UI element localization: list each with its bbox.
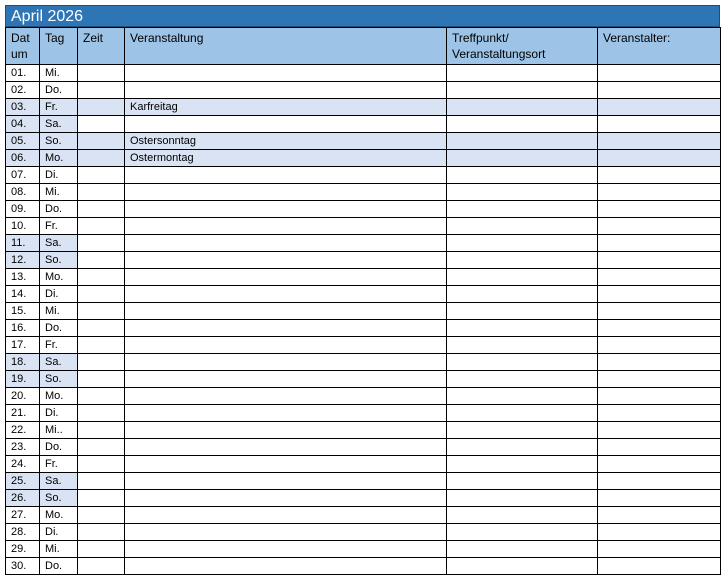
header-datum: Dat um <box>6 28 40 65</box>
day-cell: Do. <box>40 558 78 575</box>
event-table <box>5 27 721 575</box>
date-cell: 25. <box>6 473 40 490</box>
table-row <box>6 473 721 490</box>
location-cell[interactable] <box>447 65 598 82</box>
time-cell[interactable] <box>78 524 125 541</box>
table-row <box>6 456 721 473</box>
table-row <box>6 405 721 422</box>
table-row <box>6 303 721 320</box>
time-cell[interactable] <box>78 252 125 269</box>
event-cell[interactable] <box>125 235 447 252</box>
location-cell[interactable] <box>447 354 598 371</box>
header-veranstaltung: Veranstaltung <box>125 28 447 65</box>
organizer-cell[interactable] <box>598 99 721 116</box>
day-cell: So. <box>40 133 78 150</box>
day-cell: Mo. <box>40 507 78 524</box>
organizer-cell[interactable] <box>598 320 721 337</box>
event-cell[interactable] <box>125 371 447 388</box>
event-cell[interactable] <box>125 82 447 99</box>
time-cell[interactable] <box>78 303 125 320</box>
organizer-cell[interactable] <box>598 388 721 405</box>
organizer-cell[interactable] <box>598 524 721 541</box>
date-cell: 13. <box>6 269 40 286</box>
event-cell[interactable] <box>125 320 447 337</box>
time-cell[interactable] <box>78 116 125 133</box>
time-cell[interactable] <box>78 167 125 184</box>
location-cell[interactable] <box>447 388 598 405</box>
time-cell[interactable] <box>78 184 125 201</box>
location-cell[interactable] <box>447 337 598 354</box>
table-row <box>6 388 721 405</box>
header-zeit: Zeit <box>78 28 125 65</box>
organizer-cell[interactable] <box>598 507 721 524</box>
location-cell[interactable] <box>447 201 598 218</box>
header-treffpunkt: Treffpunkt/ Veranstaltungsort <box>447 28 598 65</box>
table-row <box>6 490 721 507</box>
time-cell[interactable] <box>78 201 125 218</box>
organizer-cell[interactable] <box>598 167 721 184</box>
day-cell: Fr. <box>40 218 78 235</box>
date-cell: 23. <box>6 439 40 456</box>
day-cell: Mo. <box>40 269 78 286</box>
organizer-cell[interactable] <box>598 116 721 133</box>
table-row <box>6 150 721 167</box>
time-cell[interactable] <box>78 150 125 167</box>
calendar-sheet <box>5 5 720 575</box>
event-cell[interactable] <box>125 303 447 320</box>
event-cell[interactable] <box>125 473 447 490</box>
event-cell[interactable] <box>125 422 447 439</box>
date-cell: 21. <box>6 405 40 422</box>
organizer-cell[interactable] <box>598 371 721 388</box>
time-cell[interactable] <box>78 541 125 558</box>
day-cell: Do. <box>40 82 78 99</box>
event-cell[interactable] <box>125 541 447 558</box>
event-cell[interactable] <box>125 286 447 303</box>
time-cell[interactable] <box>78 286 125 303</box>
date-cell: 02. <box>6 82 40 99</box>
event-cell[interactable] <box>125 337 447 354</box>
date-cell: 10. <box>6 218 40 235</box>
location-cell[interactable] <box>447 286 598 303</box>
location-cell[interactable] <box>447 167 598 184</box>
time-cell[interactable] <box>78 235 125 252</box>
organizer-cell[interactable] <box>598 303 721 320</box>
day-cell: Mo. <box>40 150 78 167</box>
table-row <box>6 269 721 286</box>
table-row <box>6 116 721 133</box>
table-row <box>6 320 721 337</box>
day-cell: Fr. <box>40 456 78 473</box>
day-cell: Fr. <box>40 337 78 354</box>
date-cell: 05. <box>6 133 40 150</box>
event-cell[interactable] <box>125 524 447 541</box>
event-cell[interactable] <box>125 507 447 524</box>
time-cell[interactable] <box>78 507 125 524</box>
organizer-cell[interactable] <box>598 82 721 99</box>
location-cell[interactable] <box>447 558 598 575</box>
table-row <box>6 184 721 201</box>
day-cell: Di. <box>40 167 78 184</box>
organizer-cell[interactable] <box>598 150 721 167</box>
time-cell[interactable] <box>78 337 125 354</box>
day-cell: Di. <box>40 524 78 541</box>
event-cell[interactable] <box>125 218 447 235</box>
header-veranstalter: Veranstalter: <box>598 28 721 65</box>
organizer-cell[interactable] <box>598 252 721 269</box>
event-cell[interactable] <box>125 184 447 201</box>
date-cell: 09. <box>6 201 40 218</box>
location-cell[interactable] <box>447 490 598 507</box>
calendar-title: April 2026 <box>5 5 720 27</box>
table-row <box>6 201 721 218</box>
organizer-cell[interactable] <box>598 473 721 490</box>
time-cell[interactable] <box>78 218 125 235</box>
date-cell: 28. <box>6 524 40 541</box>
event-cell[interactable] <box>125 167 447 184</box>
table-row <box>6 82 721 99</box>
location-cell[interactable] <box>447 218 598 235</box>
table-row <box>6 133 721 150</box>
location-cell[interactable] <box>447 371 598 388</box>
organizer-cell[interactable] <box>598 490 721 507</box>
date-cell: 14. <box>6 286 40 303</box>
table-row <box>6 65 721 82</box>
day-cell: Sa. <box>40 473 78 490</box>
location-cell[interactable] <box>447 150 598 167</box>
table-row <box>6 354 721 371</box>
table-row <box>6 439 721 456</box>
date-cell: 04. <box>6 116 40 133</box>
day-cell: Sa. <box>40 116 78 133</box>
event-cell[interactable] <box>125 439 447 456</box>
table-row <box>6 558 721 575</box>
time-cell[interactable] <box>78 388 125 405</box>
time-cell[interactable] <box>78 473 125 490</box>
event-cell[interactable] <box>125 116 447 133</box>
organizer-cell[interactable] <box>598 456 721 473</box>
date-cell: 15. <box>6 303 40 320</box>
date-cell: 22. <box>6 422 40 439</box>
date-cell: 16. <box>6 320 40 337</box>
date-cell: 12. <box>6 252 40 269</box>
location-cell[interactable] <box>447 320 598 337</box>
location-cell[interactable] <box>447 303 598 320</box>
day-cell: Mi. <box>40 303 78 320</box>
time-cell[interactable] <box>78 439 125 456</box>
location-cell[interactable] <box>447 473 598 490</box>
time-cell[interactable] <box>78 320 125 337</box>
date-cell: 06. <box>6 150 40 167</box>
date-cell: 26. <box>6 490 40 507</box>
organizer-cell[interactable] <box>598 133 721 150</box>
event-cell[interactable]: Karfreitag <box>125 99 447 116</box>
date-cell: 30. <box>6 558 40 575</box>
event-cell[interactable] <box>125 354 447 371</box>
organizer-cell[interactable] <box>598 218 721 235</box>
time-cell[interactable] <box>78 133 125 150</box>
location-cell[interactable] <box>447 524 598 541</box>
table-body <box>6 65 721 575</box>
day-cell: Mo. <box>40 388 78 405</box>
organizer-cell[interactable] <box>598 269 721 286</box>
event-cell[interactable]: Ostermontag <box>125 150 447 167</box>
organizer-cell[interactable] <box>598 337 721 354</box>
organizer-cell[interactable] <box>598 286 721 303</box>
location-cell[interactable] <box>447 184 598 201</box>
day-cell: Do. <box>40 320 78 337</box>
table-row <box>6 252 721 269</box>
time-cell[interactable] <box>78 65 125 82</box>
date-cell: 29. <box>6 541 40 558</box>
organizer-cell[interactable] <box>598 541 721 558</box>
organizer-cell[interactable] <box>598 558 721 575</box>
time-cell[interactable] <box>78 405 125 422</box>
table-row <box>6 218 721 235</box>
table-row <box>6 99 721 116</box>
organizer-cell[interactable] <box>598 235 721 252</box>
day-cell: Do. <box>40 201 78 218</box>
location-cell[interactable] <box>447 439 598 456</box>
date-cell: 01. <box>6 65 40 82</box>
table-row <box>6 371 721 388</box>
location-cell[interactable] <box>447 99 598 116</box>
time-cell[interactable] <box>78 269 125 286</box>
location-cell[interactable] <box>447 235 598 252</box>
table-row <box>6 286 721 303</box>
date-cell: 08. <box>6 184 40 201</box>
location-cell[interactable] <box>447 422 598 439</box>
header-row <box>6 28 721 65</box>
event-cell[interactable] <box>125 269 447 286</box>
location-cell[interactable] <box>447 507 598 524</box>
date-cell: 20. <box>6 388 40 405</box>
table-row <box>6 507 721 524</box>
organizer-cell[interactable] <box>598 354 721 371</box>
time-cell[interactable] <box>78 99 125 116</box>
table-row <box>6 337 721 354</box>
event-cell[interactable] <box>125 405 447 422</box>
organizer-cell[interactable] <box>598 439 721 456</box>
location-cell[interactable] <box>447 456 598 473</box>
organizer-cell[interactable] <box>598 65 721 82</box>
organizer-cell[interactable] <box>598 405 721 422</box>
event-cell[interactable] <box>125 456 447 473</box>
organizer-cell[interactable] <box>598 201 721 218</box>
location-cell[interactable] <box>447 252 598 269</box>
header-tag: Tag <box>40 28 78 65</box>
day-cell: Mi.. <box>40 422 78 439</box>
day-cell: Di. <box>40 405 78 422</box>
time-cell[interactable] <box>78 82 125 99</box>
event-cell[interactable] <box>125 201 447 218</box>
location-cell[interactable] <box>447 541 598 558</box>
date-cell: 18. <box>6 354 40 371</box>
location-cell[interactable] <box>447 116 598 133</box>
event-cell[interactable] <box>125 252 447 269</box>
organizer-cell[interactable] <box>598 184 721 201</box>
day-cell: Sa. <box>40 354 78 371</box>
table-row <box>6 235 721 252</box>
location-cell[interactable] <box>447 405 598 422</box>
day-cell: Fr. <box>40 99 78 116</box>
day-cell: So. <box>40 252 78 269</box>
date-cell: 11. <box>6 235 40 252</box>
time-cell[interactable] <box>78 354 125 371</box>
table-row <box>6 167 721 184</box>
day-cell: Mi. <box>40 184 78 201</box>
table-row <box>6 541 721 558</box>
location-cell[interactable] <box>447 133 598 150</box>
date-cell: 19. <box>6 371 40 388</box>
table-row <box>6 524 721 541</box>
event-cell[interactable] <box>125 65 447 82</box>
event-cell[interactable] <box>125 388 447 405</box>
day-cell: So. <box>40 371 78 388</box>
day-cell: Mi. <box>40 541 78 558</box>
event-cell[interactable]: Ostersonntag <box>125 133 447 150</box>
time-cell[interactable] <box>78 490 125 507</box>
time-cell[interactable] <box>78 558 125 575</box>
day-cell: Do. <box>40 439 78 456</box>
day-cell: Sa. <box>40 235 78 252</box>
time-cell[interactable] <box>78 422 125 439</box>
day-cell: Di. <box>40 286 78 303</box>
date-cell: 07. <box>6 167 40 184</box>
table-row <box>6 422 721 439</box>
time-cell[interactable] <box>78 456 125 473</box>
date-cell: 03. <box>6 99 40 116</box>
time-cell[interactable] <box>78 371 125 388</box>
location-cell[interactable] <box>447 269 598 286</box>
event-cell[interactable] <box>125 490 447 507</box>
location-cell[interactable] <box>447 82 598 99</box>
date-cell: 17. <box>6 337 40 354</box>
event-cell[interactable] <box>125 558 447 575</box>
organizer-cell[interactable] <box>598 422 721 439</box>
day-cell: So. <box>40 490 78 507</box>
day-cell: Mi. <box>40 65 78 82</box>
date-cell: 24. <box>6 456 40 473</box>
date-cell: 27. <box>6 507 40 524</box>
